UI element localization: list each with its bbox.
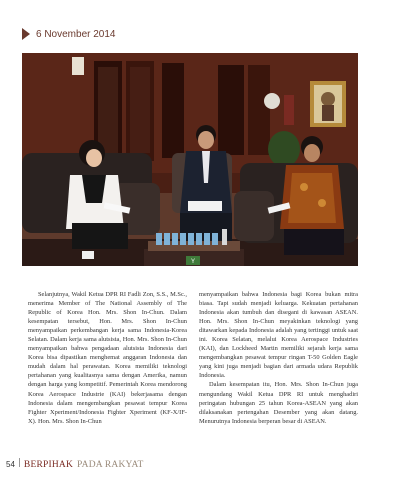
magazine-name-part2: PADA RAKYAT	[77, 460, 144, 470]
page-number: 54	[6, 460, 15, 469]
meeting-photo	[22, 53, 358, 266]
date-label: 6 November 2014	[36, 28, 116, 40]
play-arrow-icon	[22, 28, 30, 40]
page-footer	[6, 458, 144, 470]
article-body	[28, 290, 358, 426]
paragraph: Selanjutnya, Wakil Ketua DPR RI Fadli Zon, S.S., M.Sc., menerima Member of The National Assembly of The Republic of Korea Hon. Mrs. Shon In-Chun. Dalam kesempatan tersebut, Hon. Mrs. Shon In-Chun menyampaikan perkembangan kerja sama Indonesia-Korea Selatan. Dalam kerja sama alutsista, Hon. Mrs. Shon In-Chun menyampaikan bahwa pengadaan alutsista Indonesia dari Korea bisa dipastikan menghemat anggaran Indonesia dan mudah dalam hal perawatan. Korea memiliki teknologi pertahanan yang kualitasnya sama dengan Amerika, namun dengan harga yang kompetitif. Pemerintah Korea mendorong Korea Aerospace Industrie (KAI) bekerjasama dengan Indonesia dalam mengembangkan pesawat tempur Korea Fighter Xperiment/Indonesia Fighter Xperiment (KF-X/IF-X). Hon. Mrs. Shon In-Chun	[28, 291, 187, 425]
footer-divider	[19, 458, 20, 467]
article-column-2	[199, 290, 358, 426]
paragraph: menyampaikan bahwa Indonesia bagi Korea bukan mitra biasa. Tapi sudah menjadi keluarga. Kekuatan pertahanan Indonesia akan tumbuh dan disegani di kawasan ASEAN. Hon. Mrs. Shon In-Chun meyakinkan teknologi yang ditawarkan kepada Indonesia adalah yang tertinggi untuk saat ini. Korea Selatan, melalui Korea Aerospace Industries (KAI), dan Lockheed Martin memiliki sejarah kerja sama mengembangkan pesawat tempur ringan T-50 Golden Eagle yang kini juga menjadi bagian dari armada udara Republik Indonesia.	[199, 291, 358, 380]
date-header	[22, 26, 116, 42]
paragraph: Dalam kesempatan itu, Hon. Mrs. Shon In-Chun juga mengundang Wakil Ketua DPR RI untuk menghadiri peringatan hubungan 25 tahun Korea-ASEAN yang akan dilaksanakan pertengahan Desember yang akan datang. Menurutnya Indonesia berperan besar di ASEAN.	[199, 381, 358, 425]
article-column-1	[28, 290, 187, 426]
magazine-name-part1: BERPIHAK	[23, 460, 74, 470]
photo-plate-label: Y	[190, 259, 196, 265]
